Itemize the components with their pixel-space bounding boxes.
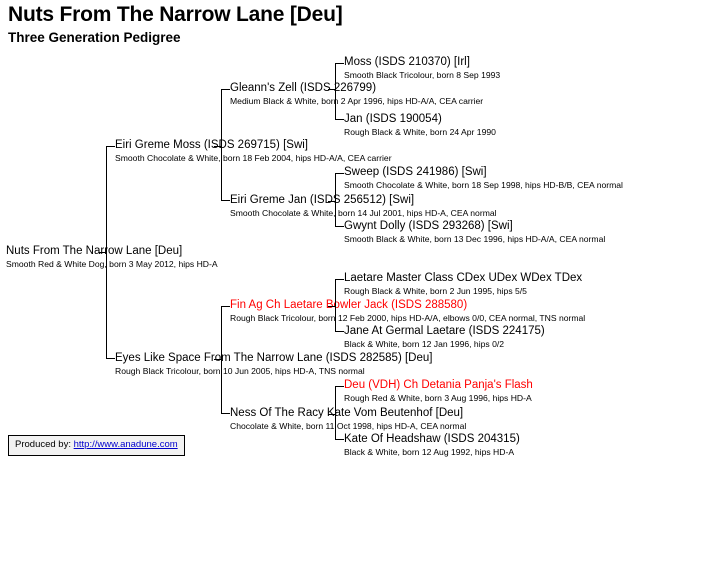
node-name: Laetare Master Class CDex UDex WDex TDex [344, 272, 583, 284]
node-details: Smooth Chocolate & White, born 18 Sep 1998, hips HD-B/B, CEA normal [344, 180, 623, 190]
node-name: Jane At Germal Laetare (ISDS 224175) [344, 325, 545, 337]
node-details: Smooth Chocolate & White, born 14 Jul 2001, hips HD-A, CEA normal [230, 208, 497, 218]
footer-label: Produced by: [15, 439, 71, 450]
node-dam-dam-dam [344, 433, 520, 458]
node-sire-dam-dam [344, 220, 605, 245]
node-dam [115, 352, 432, 377]
stub-dam-dam [328, 414, 336, 415]
bracket-sire-sire [335, 63, 344, 120]
node-details: Chocolate & White, born 11 Oct 1998, hips HD-A, CEA normal [230, 421, 467, 431]
node-sire-dam [230, 194, 497, 219]
node-name: Sweep (ISDS 241986) [Swi] [344, 166, 487, 178]
node-details: Rough Black Tricolour, born 12 Feb 2000, hips HD-A/A, elbows 0/0, CEA normal, TNS normal [230, 313, 586, 323]
node-name: Fin Ag Ch Laetare Bowler Jack (ISDS 288580) [230, 299, 468, 311]
node-name: Nuts From The Narrow Lane [Deu] [6, 245, 183, 257]
bracket-dam-dam [335, 386, 344, 440]
node-details: Rough Black Tricolour, born 10 Jun 2005, hips HD-A, TNS normal [115, 366, 365, 376]
node-name: Eiri Greme Moss (ISDS 269715) [Swi] [115, 139, 309, 151]
stub-dam [214, 359, 222, 360]
node-name: Moss (ISDS 210370) [Irl] [344, 56, 470, 68]
node-sire-dam-sire [344, 166, 623, 191]
node-details: Smooth Black & White, born 13 Dec 1996, hips HD-A/A, CEA normal [344, 234, 606, 244]
node-name: Eyes Like Space From The Narrow Lane (ISDS 282585) [Deu] [115, 352, 433, 364]
node-details: Smooth Red & White Dog, born 3 May 2012, hips HD-A [6, 259, 218, 269]
node-sire-sire [230, 82, 483, 107]
node-dam-sire-sire [344, 272, 582, 297]
node-dam-sire-dam [344, 325, 545, 350]
node-sire [115, 139, 392, 164]
stub-sire [214, 146, 222, 147]
footer-credit [8, 435, 185, 456]
node-name: Eiri Greme Jan (ISDS 256512) [Swi] [230, 194, 415, 206]
node-details: Medium Black & White, born 2 Apr 1996, hips HD-A/A, CEA carrier [230, 96, 484, 106]
node-details: Rough Black & White, born 2 Jun 1995, hips 5/5 [344, 286, 527, 296]
node-details: Smooth Black Tricolour, born 8 Sep 1993 [344, 70, 501, 80]
node-name: Deu (VDH) Ch Detania Panja's Flash [344, 379, 533, 391]
node-name: Jan (ISDS 190054) [344, 113, 442, 125]
stub-sire-dam [328, 201, 336, 202]
node-dam-sire [230, 299, 585, 324]
bracket-sire [221, 89, 230, 201]
node-sire-sire-sire [344, 56, 500, 81]
stub-dam-sire [328, 306, 336, 307]
bracket-sire-dam [335, 173, 344, 227]
node-name: Kate Of Headshaw (ISDS 204315) [344, 433, 520, 445]
bracket-dam-sire [335, 279, 344, 332]
bracket-subject [106, 146, 115, 359]
node-details: Rough Black & White, born 24 Apr 1990 [344, 127, 496, 137]
bracket-dam [221, 306, 230, 414]
node-name: Gwynt Dolly (ISDS 293268) [Swi] [344, 220, 513, 232]
stub-subject [99, 252, 107, 253]
producer-link[interactable]: http://www.anadune.com [73, 439, 178, 450]
page-title: Nuts From The Narrow Lane [Deu] [8, 3, 343, 26]
page-subtitle: Three Generation Pedigree [8, 30, 181, 45]
node-details: Black & White, born 12 Jan 1996, hips 0/2 [344, 339, 505, 349]
node-details: Smooth Chocolate & White, born 18 Feb 2004, hips HD-A/A, CEA carrier [115, 153, 392, 163]
node-dam-dam [230, 407, 466, 432]
stub-sire-sire [328, 89, 336, 90]
node-sire-sire-dam [344, 113, 496, 138]
node-name: Ness Of The Racy Kate Vom Beutenhof [Deu] [230, 407, 464, 419]
node-details: Rough Red & White, born 3 Aug 1996, hips HD-A [344, 393, 532, 403]
node-dam-dam-sire [344, 379, 533, 404]
node-name: Gleann's Zell (ISDS 226799) [230, 82, 377, 94]
node-details: Black & White, born 12 Aug 1992, hips HD-A [344, 447, 515, 457]
